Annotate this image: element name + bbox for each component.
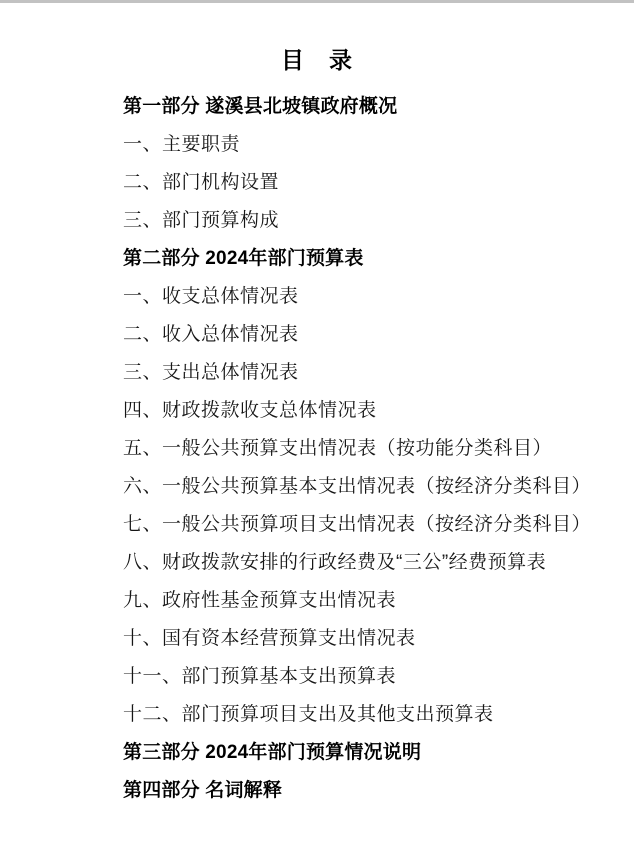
toc-item: 二、收入总体情况表 bbox=[123, 324, 299, 345]
page-top-edge bbox=[0, 0, 634, 3]
toc-item: 七、一般公共预算项目支出情况表（按经济分类科目） bbox=[123, 514, 592, 535]
toc-item: 九、政府性基金预算支出情况表 bbox=[123, 590, 397, 611]
toc-item: 十一、部门预算基本支出预算表 bbox=[123, 666, 397, 687]
toc-item: 三、支出总体情况表 bbox=[123, 362, 299, 383]
toc-list bbox=[0, 88, 634, 810]
toc-item: 三、部门预算构成 bbox=[123, 210, 280, 231]
toc-section-heading: 第一部分 遂溪县北坡镇政府概况 bbox=[123, 96, 398, 117]
toc-section-heading: 第三部分 2024年部门预算情况说明 bbox=[123, 742, 422, 763]
toc-item: 一、主要职责 bbox=[123, 134, 241, 155]
toc-item: 一、收支总体情况表 bbox=[123, 286, 299, 307]
toc-section-heading: 第四部分 名词解释 bbox=[123, 780, 283, 801]
toc-section-heading: 第二部分 2024年部门预算表 bbox=[123, 248, 364, 269]
toc-item: 八、财政拨款安排的行政经费及“三公”经费预算表 bbox=[123, 552, 547, 573]
toc-item: 六、一般公共预算基本支出情况表（按经济分类科目） bbox=[123, 476, 592, 497]
toc-item: 四、财政拨款收支总体情况表 bbox=[123, 400, 377, 421]
toc-item: 十二、部门预算项目支出及其他支出预算表 bbox=[123, 704, 494, 725]
toc-item: 十、国有资本经营预算支出情况表 bbox=[123, 628, 416, 649]
toc-item: 二、部门机构设置 bbox=[123, 172, 280, 193]
toc-title: 目 录 bbox=[281, 48, 353, 73]
toc-item: 五、一般公共预算支出情况表（按功能分类科目） bbox=[123, 438, 553, 459]
